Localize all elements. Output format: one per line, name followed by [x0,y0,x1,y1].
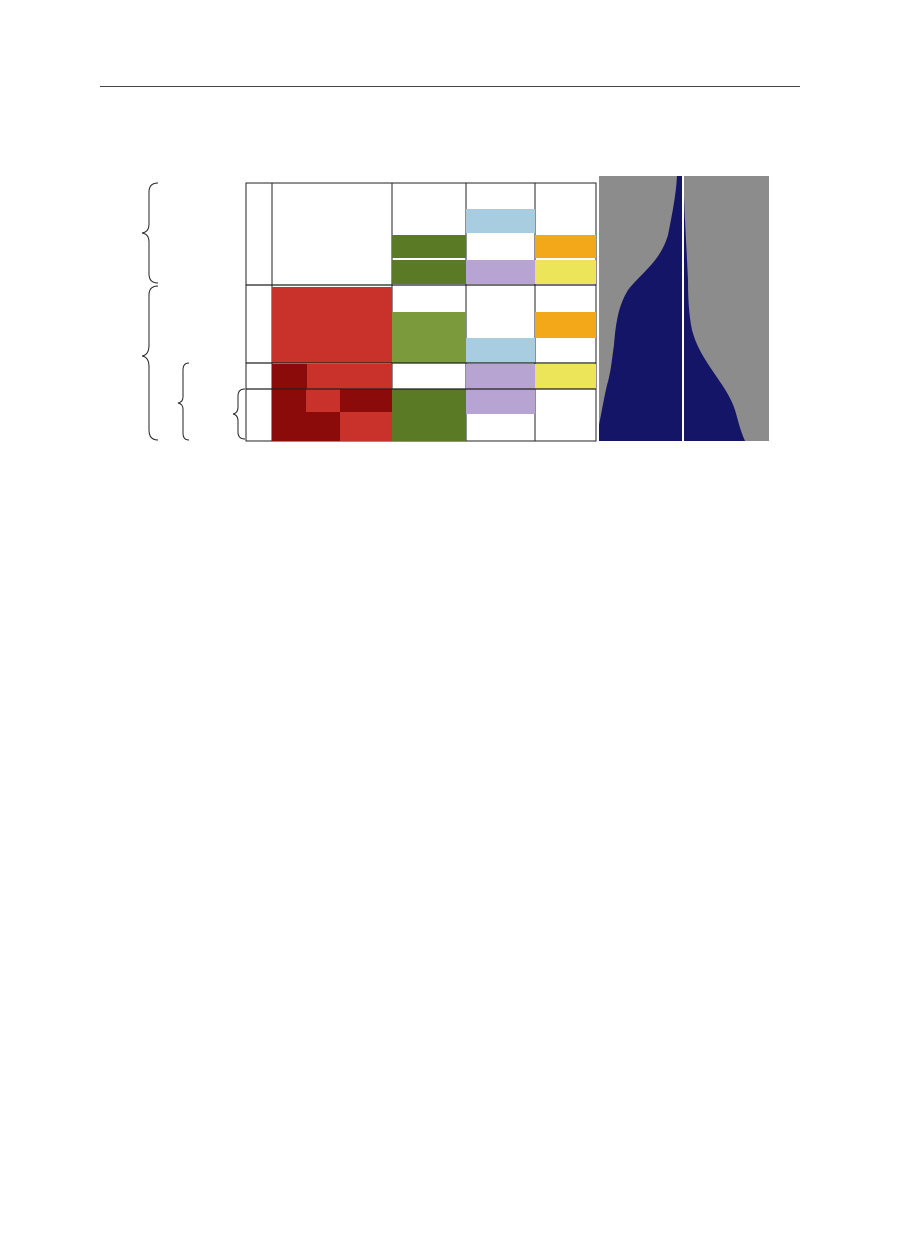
figure-caption [100,472,800,494]
cell-il17-9 [466,389,535,414]
cell-il17-4 [466,260,535,284]
cell-il5-8-dark [272,364,307,389]
cell-ifn-6 [535,312,596,338]
figure-20-1 [0,150,900,470]
cell-ifn-8 [535,364,596,389]
cluster-grid [246,183,596,441]
cell-mpo-8-10 [392,389,466,441]
cell-mpo-4 [392,260,466,284]
cell-il22-2 [466,209,535,233]
cell-il22-7 [466,338,535,363]
brace-staph [233,389,245,439]
cell-mpo-5-7 [392,312,466,363]
distribution-chart [599,166,769,441]
header-rule [100,86,800,87]
cell-ifn-4 [535,260,596,284]
brace-il5-elevated [178,363,189,440]
cell-il17-8 [466,364,535,389]
brace-il5-positive [142,286,158,440]
cell-il5-5-7 [272,287,392,363]
cell-ige-9 [306,389,340,412]
cell-ifn-3 [535,235,596,258]
cell-ecp-10 [340,412,392,441]
brace-il5-negative [142,183,158,283]
cell-mpo-3 [392,235,466,258]
